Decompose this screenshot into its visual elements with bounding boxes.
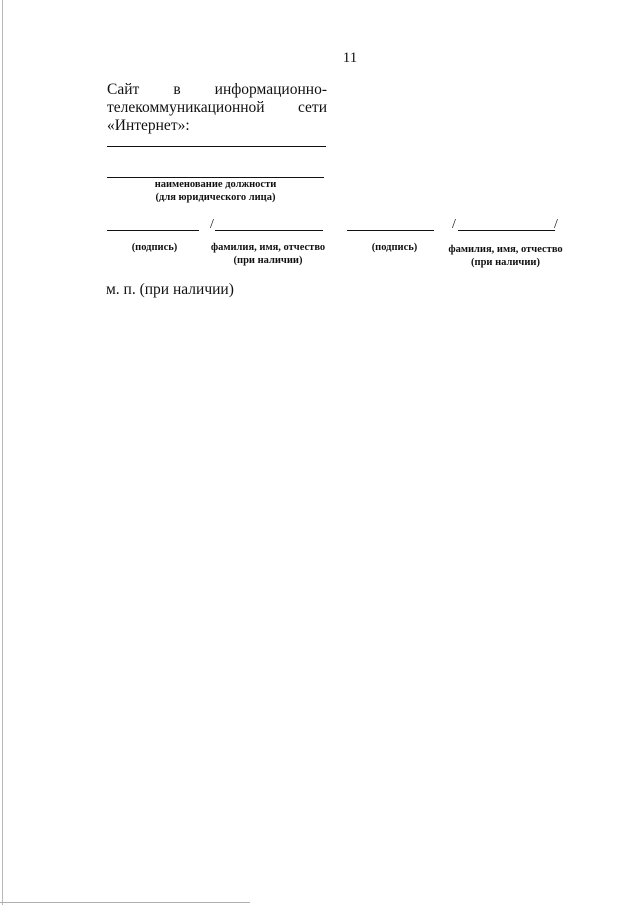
slash-separator-1: /: [210, 217, 214, 232]
name-caption-1-line-2: (при наличии): [233, 255, 303, 266]
position-caption-line-1: наименование должности: [154, 179, 277, 190]
stamp-note: м. п. (при наличии): [106, 281, 234, 298]
site-label-line-3: [107, 117, 327, 135]
signature-caption-1: (подпись): [131, 242, 178, 253]
page-edge-bottom: [0, 902, 250, 903]
name-caption-1: [206, 241, 330, 267]
name-field-line-1[interactable]: [215, 230, 323, 231]
position-caption-line-2: (для юридического лица): [155, 192, 276, 203]
name-caption-2: [443, 243, 568, 269]
signature-field-line-2[interactable]: [347, 230, 434, 231]
position-caption: [107, 178, 324, 204]
site-word: сети: [297, 99, 327, 116]
site-word: Сайт: [107, 81, 140, 98]
page-edge-left: [2, 0, 3, 905]
name-caption-2-line-1: фамилия, имя, отчество: [448, 244, 563, 255]
site-label-block: [107, 81, 327, 135]
site-label-line-2: [107, 99, 327, 117]
site-word: «Интернет»:: [107, 117, 190, 134]
name-caption-1-line-1: фамилия, имя, отчество: [210, 242, 326, 253]
site-word: в: [173, 81, 181, 98]
slash-separator-2: /: [452, 217, 456, 232]
signature-caption-2: (подпись): [371, 242, 418, 253]
site-word: информационно-: [214, 81, 327, 98]
signature-field-line-1[interactable]: [107, 230, 199, 231]
name-caption-2-line-2: (при наличии): [471, 257, 540, 268]
site-address-field-line[interactable]: [107, 146, 326, 147]
site-word: телекоммуникационной: [107, 99, 265, 116]
slash-separator-3: /: [554, 217, 558, 232]
site-label-line-1: [107, 81, 327, 99]
name-field-line-2[interactable]: [458, 230, 555, 231]
page-number: 11: [342, 50, 358, 66]
